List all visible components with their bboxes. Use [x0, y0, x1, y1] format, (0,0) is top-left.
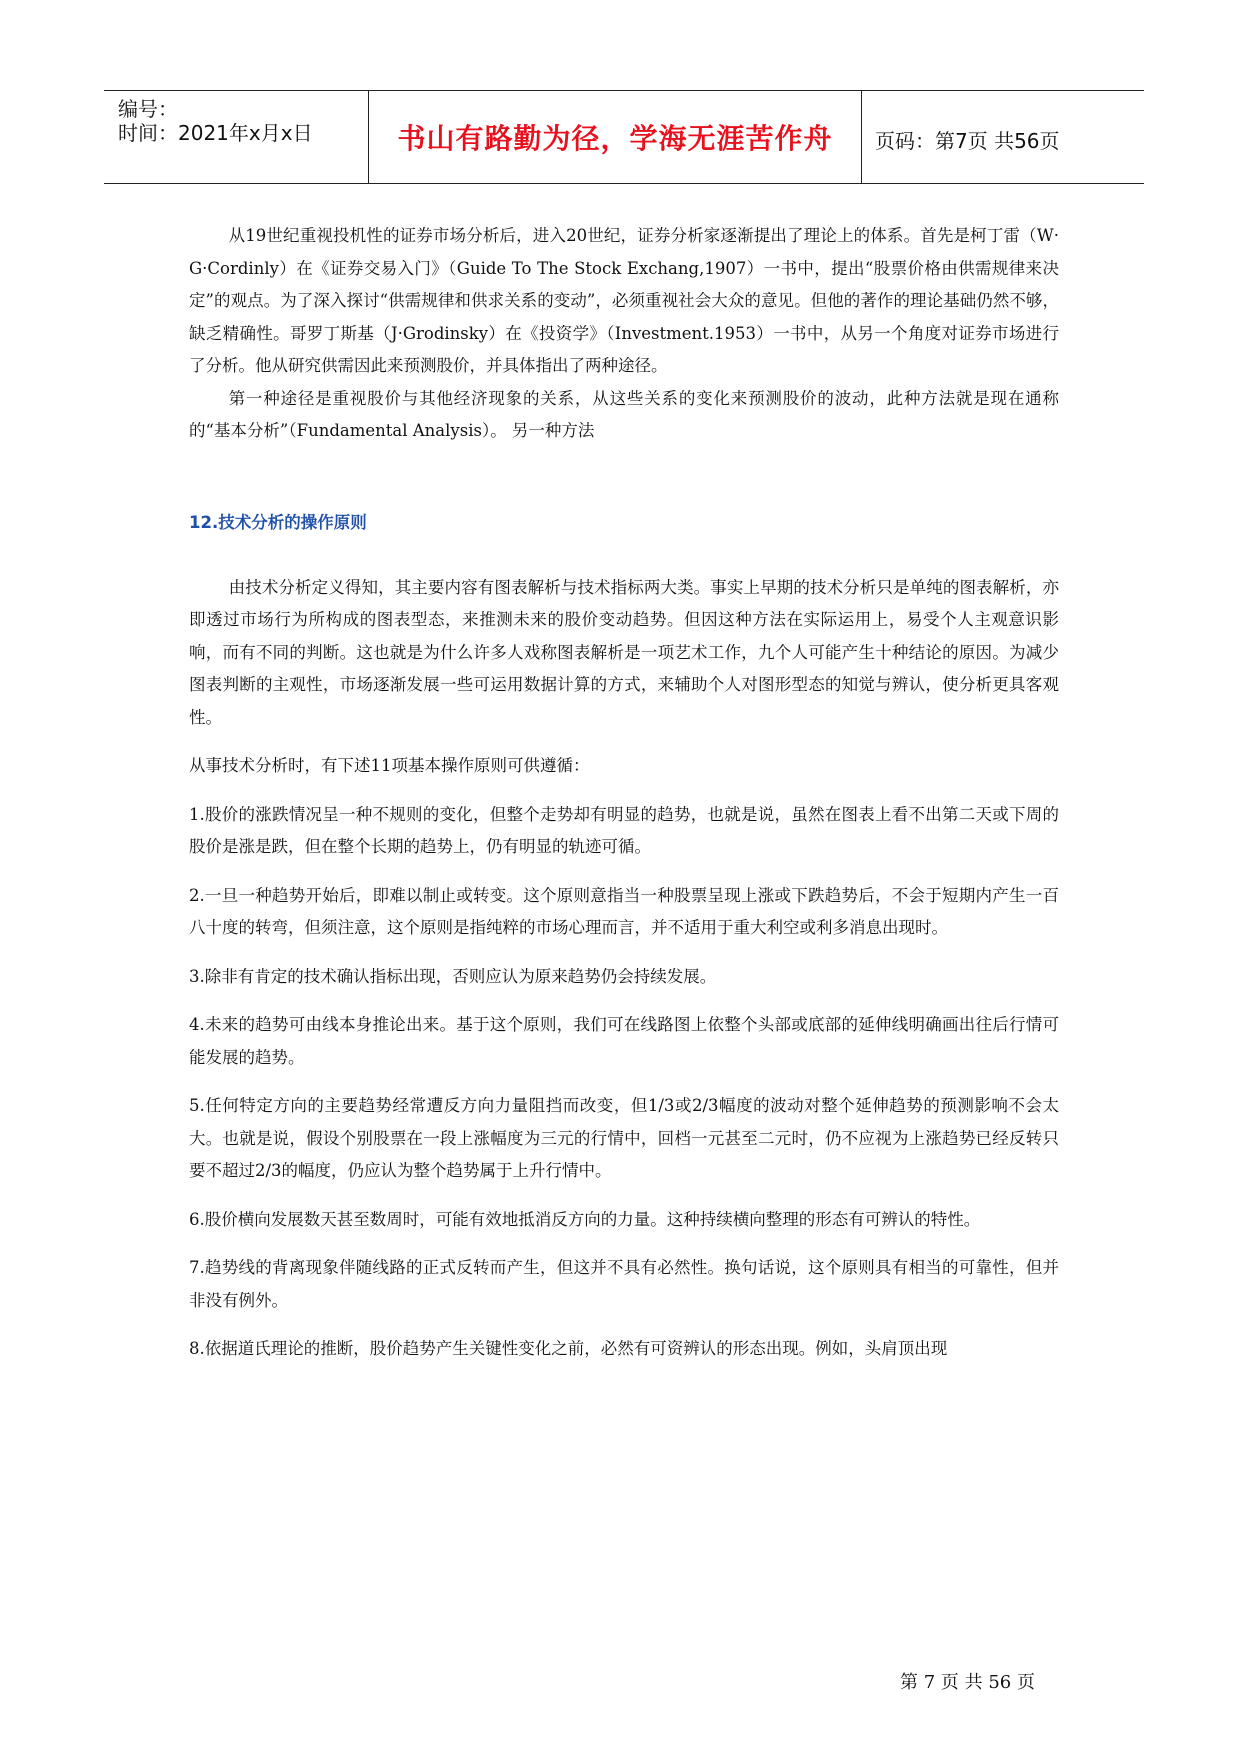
document-time-label: 时间：2021年x月x日	[118, 121, 313, 145]
section-intro-paragraph: 由技术分析定义得知，其主要内容有图表解析与技术指标两大类。事实上早期的技术分析只是单纯的图表解析，亦即透过市场行为所构成的图表型态，来推测未来的股价变动趋势。但因这种方法在实际运用上，易受个人主观意识影响，而有不同的判断。这也就是为什么许多人戏称图表解析是一项艺术工作，九个人可能产生十种结论的原因。为减少图表判断的主观性，市场逐渐发展一些可运用数据计算的方式，来辅助个人对图形型态的知觉与辨认，使分析更具客观性。	[189, 577, 1059, 727]
principle-item: 8.依据道氏理论的推断，股价趋势产生关键性变化之前，必然有可资辨认的形态出现。例如，头肩顶出现	[189, 1339, 948, 1358]
section-title: 12.技术分析的操作原则	[189, 512, 367, 532]
principle-item: 5.任何特定方向的主要趋势经常遭反方向力量阻挡而改变，但1/3或2/3幅度的波动对整个延伸趋势的预测影响不会太大。也就是说，假设个别股票在一段上涨幅度为三元的行情中，回档一元甚至二元时，仍不应视为上涨趋势已经反转只要不超过2/3的幅度，仍应认为整个趋势属于上升行情中。	[189, 1096, 1059, 1180]
principle-item: 1.股价的涨跌情况呈一种不规则的变化，但整个走势却有明显的趋势，也就是说，虽然在图表上看不出第二天或下周的股价是涨是跌，但在整个长期的趋势上，仍有明显的轨迹可循。	[189, 804, 1059, 856]
intro-paragraph-1: 从19世纪重视投机性的证券市场分析后，进入20世纪，证券分析家逐渐提出了理论上的体系。首先是柯丁雷（W·G·Cordinly）在《证券交易入门》（Guide To The Stock Exchang,1907）一书中，提出“股票价格由供需规律来决定”的观点。为了深入探讨“供需规律和供求关系的变动”，必须重视社会大众的意见。但他的著作的理论基础仍然不够，缺乏精确性。哥罗丁斯基（J·Grodinsky）在《投资学》（Investment.1953）一书中，从另一个角度对证券市场进行了分析。他从研究供需因此来预测股价，并具体指出了两种途径。	[189, 226, 1059, 375]
principle-item: 2.一旦一种趋势开始后，即难以制止或转变。这个原则意指当一种股票呈现上涨或下跌趋势后，不会于短期内产生一百八十度的转弯，但须注意，这个原则是指纯粹的市场心理而言，并不适用于重大利空或利多消息出现时。	[189, 885, 1059, 937]
document-number-label: 编号：	[118, 97, 178, 121]
principle-item: 6.股价横向发展数天甚至数周时，可能有效地抵消反方向的力量。这种持续横向整理的形态有可辨认的特性。	[189, 1209, 981, 1229]
principle-item: 7.趋势线的背离现象伴随线路的正式反转而产生，但这并不具有必然性。换句话说，这个原则具有相当的可靠性，但并非没有例外。	[189, 1258, 1059, 1310]
principle-item: 4.未来的趋势可由线本身推论出来。基于这个原则，我们可在线路图上依整个头部或底部的延伸线明确画出往后行情可能发展的趋势。	[189, 1015, 1059, 1067]
header-info-cell	[104, 91, 368, 183]
principles-lead: 从事技术分析时，有下述11项基本操作原则可供遵循：	[189, 756, 590, 775]
header-page-cell	[861, 91, 1144, 183]
document-body	[189, 220, 1059, 1366]
intro-paragraph-2: 第一种途径是重视股价与其他经济现象的关系，从这些关系的变化来预测股价的波动，此种方法就是现在通称的“基本分析”（Fundamental Analysis）。 另一种方法	[189, 388, 1059, 440]
page-footer: 第 7 页 共 56 页	[900, 1672, 1035, 1693]
principle-item: 3.除非有肯定的技术确认指标出现，否则应认为原来趋势仍会持续发展。	[189, 966, 717, 986]
header-motto-cell	[368, 91, 862, 183]
header-page-info: 页码：第7页 共56页	[875, 129, 1060, 153]
header-motto: 书山有路勤为径，学海无涯苦作舟	[397, 122, 833, 155]
page-header	[104, 90, 1144, 184]
